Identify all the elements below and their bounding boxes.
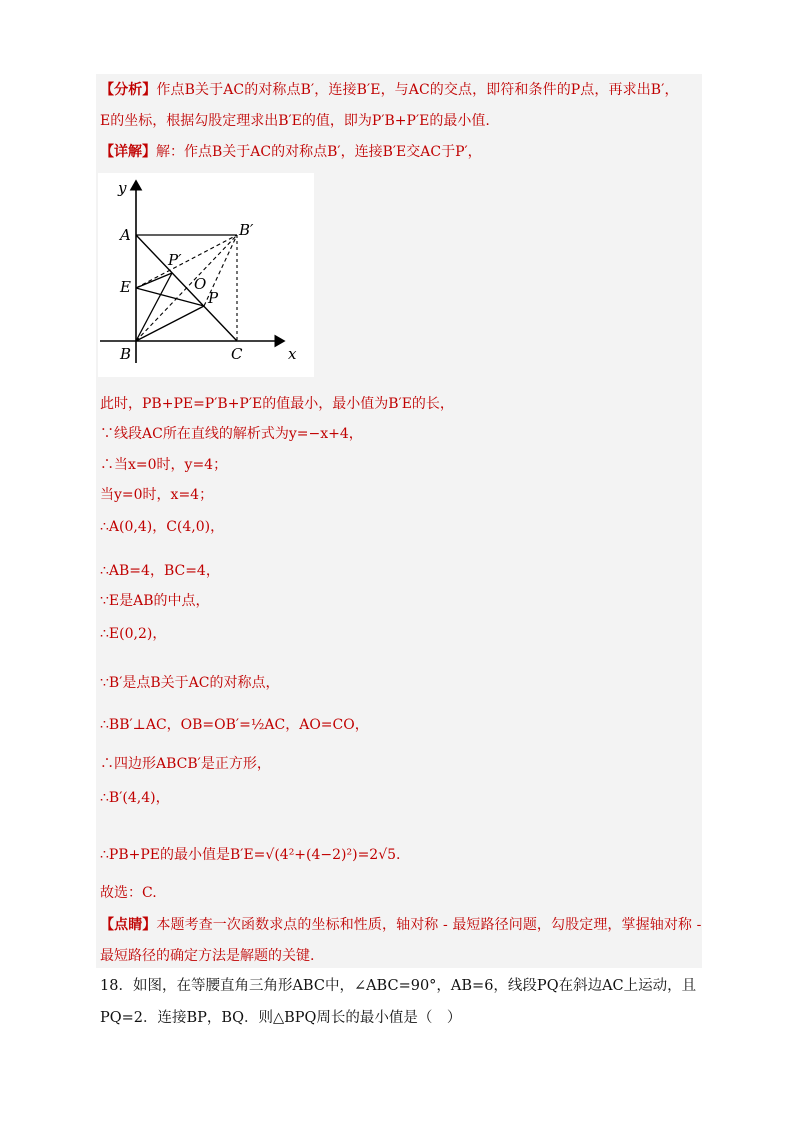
analysis-text-1: 作点B关于AC的对称点B′，连接B′E，与AC的交点，即符和条件的P点，再求出B′， — [156, 82, 679, 98]
step-4: 当y=0时，x=4； — [100, 487, 214, 503]
detail-text-1: 解：作点B关于AC的对称点B′，连接B′E交AC于P′， — [156, 144, 482, 160]
label-O: O — [194, 275, 207, 293]
comment-text-1: 本题考查一次函数求点的坐标和性质，轴对称 - 最短路径问题，勾股定理，掌握轴对称 - — [156, 917, 702, 933]
segment-EB-prime — [136, 235, 237, 288]
label-B: B — [120, 345, 132, 363]
step-8: ∴E(0,2)， — [100, 626, 167, 642]
label-x: x — [288, 345, 297, 363]
comment-line-1 — [100, 915, 701, 935]
label-E: E — [120, 278, 131, 296]
analysis-line-2: E的坐标，根据勾股定理求出B′E的值，即为P′B+P′E的最小值. — [100, 113, 490, 129]
label-P-prime: P′ — [168, 251, 182, 269]
question-line-1: 18．如图，在等腰直角三角形ABC中，∠ABC=90°，AB=6，线段PQ在斜边AC上运动，且 — [100, 978, 697, 994]
detail-tag: 【详解】 — [100, 144, 156, 160]
geometry-figure — [98, 173, 314, 377]
label-P: P — [208, 289, 219, 307]
label-B-prime: B′ — [239, 221, 254, 239]
step-3: ∴当x=0时，y=4； — [100, 457, 228, 473]
step-10: ∴BB′⊥AC，OB=OB′=½AC，AO=CO， — [100, 717, 369, 733]
label-A: A — [120, 226, 131, 244]
step-13: ∴PB+PE的最小值是B′E=√(4²+(4−2)²)=2√5. — [100, 847, 401, 863]
segment-BP-prime — [136, 273, 172, 341]
step-5: ∴A(0,4)，C(4,0)， — [100, 519, 225, 535]
segment-BP — [136, 306, 204, 341]
detail-line-1 — [100, 142, 482, 162]
step-12: ∴B′(4,4)， — [100, 790, 170, 806]
step-2: ∵线段AC所在直线的解析式为y=−x+4， — [100, 426, 363, 442]
analysis-tag: 【分析】 — [100, 82, 157, 98]
segment-EP-prime — [136, 273, 172, 288]
label-C: C — [231, 345, 243, 363]
coordinate-diagram — [98, 173, 314, 377]
step-1: 此时，PB+PE=P′B+P′E的值最小，最小值为B′E的长， — [100, 396, 454, 412]
step-7: ∵E是AB的中点， — [100, 593, 210, 609]
question-line-2: PQ=2．连接BP，BQ．则△BPQ周长的最小值是（ ） — [100, 1010, 462, 1026]
step-6: ∴AB=4，BC=4， — [100, 563, 220, 579]
step-14: 故选：C. — [100, 885, 157, 901]
step-9: ∵B′是点B关于AC的对称点， — [100, 675, 280, 691]
comment-line-2: 最短路径的确定方法是解题的关键. — [100, 948, 315, 964]
label-y: y — [118, 179, 127, 197]
comment-tag: 【点睛】 — [100, 917, 157, 933]
analysis-line-1 — [100, 80, 679, 100]
step-11: ∴四边形ABCB′是正方形， — [100, 756, 271, 772]
